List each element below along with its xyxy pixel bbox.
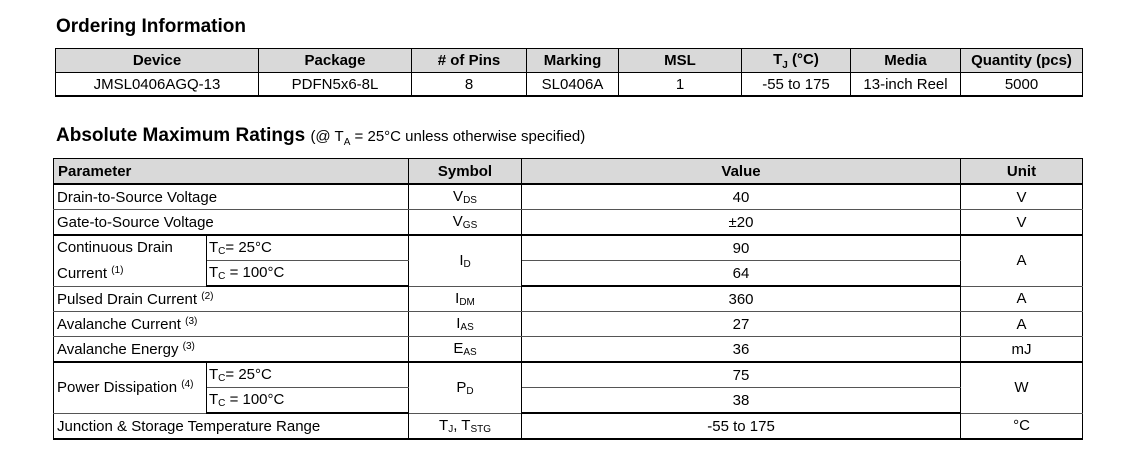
eas-symbol [409,337,522,363]
ordering-header-tj-unit: (°C) [787,50,819,68]
ordering-tj: -55 to 175 [742,73,851,97]
pd-cond1-sub: C [218,373,226,384]
tj-value: -55 to 175 [522,413,961,439]
idm-symbol [409,286,522,312]
id-parameter-line2: Current [57,265,108,283]
id-footnote: (1) [111,265,124,277]
ratings-note-sub: A [343,137,351,148]
vds-parameter: Drain-to-Source Voltage [54,184,409,210]
id-cond2-sub: C [218,271,226,282]
ordering-title [56,16,246,38]
id-parameter-line1: Continuous Drain [57,239,173,257]
ratings-row-idm [54,286,1083,312]
idm-parameter-text: Pulsed Drain Current [57,290,198,308]
ratings-note-prefix: (@ T [310,128,344,145]
ordering-header-tj-sub: J [782,59,788,71]
ordering-header-package: Package [259,49,412,73]
tj-parameter: Junction & Storage Temperature Range [54,413,409,439]
ias-symbol-sub: AS [460,322,474,333]
eas-unit: mJ [961,337,1083,363]
id-symbol-sub: D [463,258,471,270]
idm-footnote: (2) [201,290,214,302]
ordering-marking: SL0406A [527,73,619,97]
idm-unit: A [961,286,1083,312]
eas-value: 36 [522,337,961,363]
ordering-header-marking: Marking [527,49,619,73]
id-cond1-main: T [209,239,219,256]
ordering-header-msl: MSL [619,49,742,73]
pd-value-2: 38 [522,388,961,414]
ordering-header-tj [742,49,851,73]
vds-symbol [409,184,522,210]
ratings-table [53,158,1083,440]
id-cond1-sub: C [218,246,226,257]
tj-symbol2-sub: STG [470,423,491,435]
tj-symbol-separator: , [453,416,462,434]
tj-symbol1-main: T [439,416,449,434]
ordering-header-quantity: Quantity (pcs) [961,49,1083,73]
pd-cond2-rest: = 100°C [225,391,285,408]
ordering-title-text: Ordering Information [56,16,246,37]
id-parameter [54,235,207,286]
ordering-header-row [56,49,1083,73]
eas-symbol-sub: AS [463,347,477,358]
ordering-header-tj-main: T [773,50,783,68]
pd-cond2-sub: C [218,398,226,409]
ratings-row-tj [54,413,1083,439]
idm-symbol-sub: DM [459,296,475,308]
id-value-1: 90 [522,235,961,261]
tj-symbol2-main: T [461,416,471,434]
tj-symbol [409,413,522,439]
ordering-quantity: 5000 [961,73,1083,97]
ratings-title [56,125,585,148]
eas-parameter-text: Avalanche Energy [57,340,179,358]
id-condition-1 [207,235,409,261]
vgs-symbol [409,210,522,236]
pd-symbol-sub: D [466,385,474,397]
ratings-condition-note [310,128,586,148]
idm-parameter [54,286,409,312]
eas-parameter [54,337,409,363]
vgs-value: ±20 [522,210,961,236]
ratings-row-id-2 [54,261,1083,287]
ratings-header-value: Value [522,159,961,185]
pd-condition-2 [207,388,409,414]
ordering-header-pins: # of Pins [412,49,527,73]
ias-unit: A [961,312,1083,337]
id-unit: A [961,235,1083,286]
ratings-row-id-1 [54,235,1083,261]
ias-parameter [54,312,409,337]
ratings-row-vds [54,184,1083,210]
ordering-package: PDFN5x6-8L [259,73,412,97]
vds-value: 40 [522,184,961,210]
ratings-title-text: Absolute Maximum Ratings [56,125,306,146]
id-symbol-main: I [459,251,464,269]
pd-cond2-main: T [209,391,219,408]
idm-value: 360 [522,286,961,312]
vds-unit: V [961,184,1083,210]
ordering-header-media: Media [851,49,961,73]
tj-unit: °C [961,413,1083,439]
pd-symbol [409,362,522,413]
ratings-header-row [54,159,1083,185]
ratings-note-suffix: = 25°C unless otherwise specified) [350,128,586,145]
eas-symbol-main: E [453,340,464,357]
ratings-row-vgs [54,210,1083,236]
eas-footnote: (3) [182,340,195,352]
pd-cond1-main: T [209,366,219,383]
ratings-header-parameter: Parameter [54,159,409,185]
vds-symbol-main: V [453,188,464,205]
ratings-header-unit: Unit [961,159,1083,185]
id-symbol [409,235,522,286]
vgs-parameter: Gate-to-Source Voltage [54,210,409,236]
id-condition-2 [207,261,409,287]
ratings-row-ias [54,312,1083,337]
ias-footnote: (3) [185,315,198,327]
pd-footnote: (4) [181,379,194,391]
pd-condition-1 [207,362,409,388]
vds-symbol-sub: DS [463,195,477,206]
id-cond1-rest: = 25°C [225,239,272,256]
ias-value: 27 [522,312,961,337]
pd-symbol-main: P [456,378,467,396]
ordering-msl: 1 [619,73,742,97]
ordering-table [55,48,1083,97]
pd-parameter [54,362,207,413]
tj-symbol1-sub: J [448,423,454,435]
idm-symbol-main: I [455,289,460,307]
ordering-device: JMSL0406AGQ-13 [56,73,259,97]
ias-parameter-text: Avalanche Current [57,315,181,333]
ratings-header-symbol: Symbol [409,159,522,185]
ratings-row-pd-1 [54,362,1083,388]
vgs-symbol-main: V [452,213,463,230]
id-cond2-rest: = 100°C [225,264,285,281]
ias-symbol [409,312,522,337]
ratings-row-eas [54,337,1083,363]
ias-symbol-main: I [456,315,461,332]
ordering-row [56,73,1083,97]
pd-parameter-text: Power Dissipation [57,379,178,397]
ordering-header-device: Device [56,49,259,73]
pd-unit: W [961,362,1083,413]
ordering-pins: 8 [412,73,527,97]
id-value-2: 64 [522,261,961,287]
pd-cond1-rest: = 25°C [225,366,272,383]
vgs-unit: V [961,210,1083,236]
vgs-symbol-sub: GS [462,220,478,231]
id-cond2-main: T [209,264,219,281]
ordering-media: 13-inch Reel [851,73,961,97]
pd-value-1: 75 [522,362,961,388]
ratings-row-pd-2 [54,388,1083,414]
